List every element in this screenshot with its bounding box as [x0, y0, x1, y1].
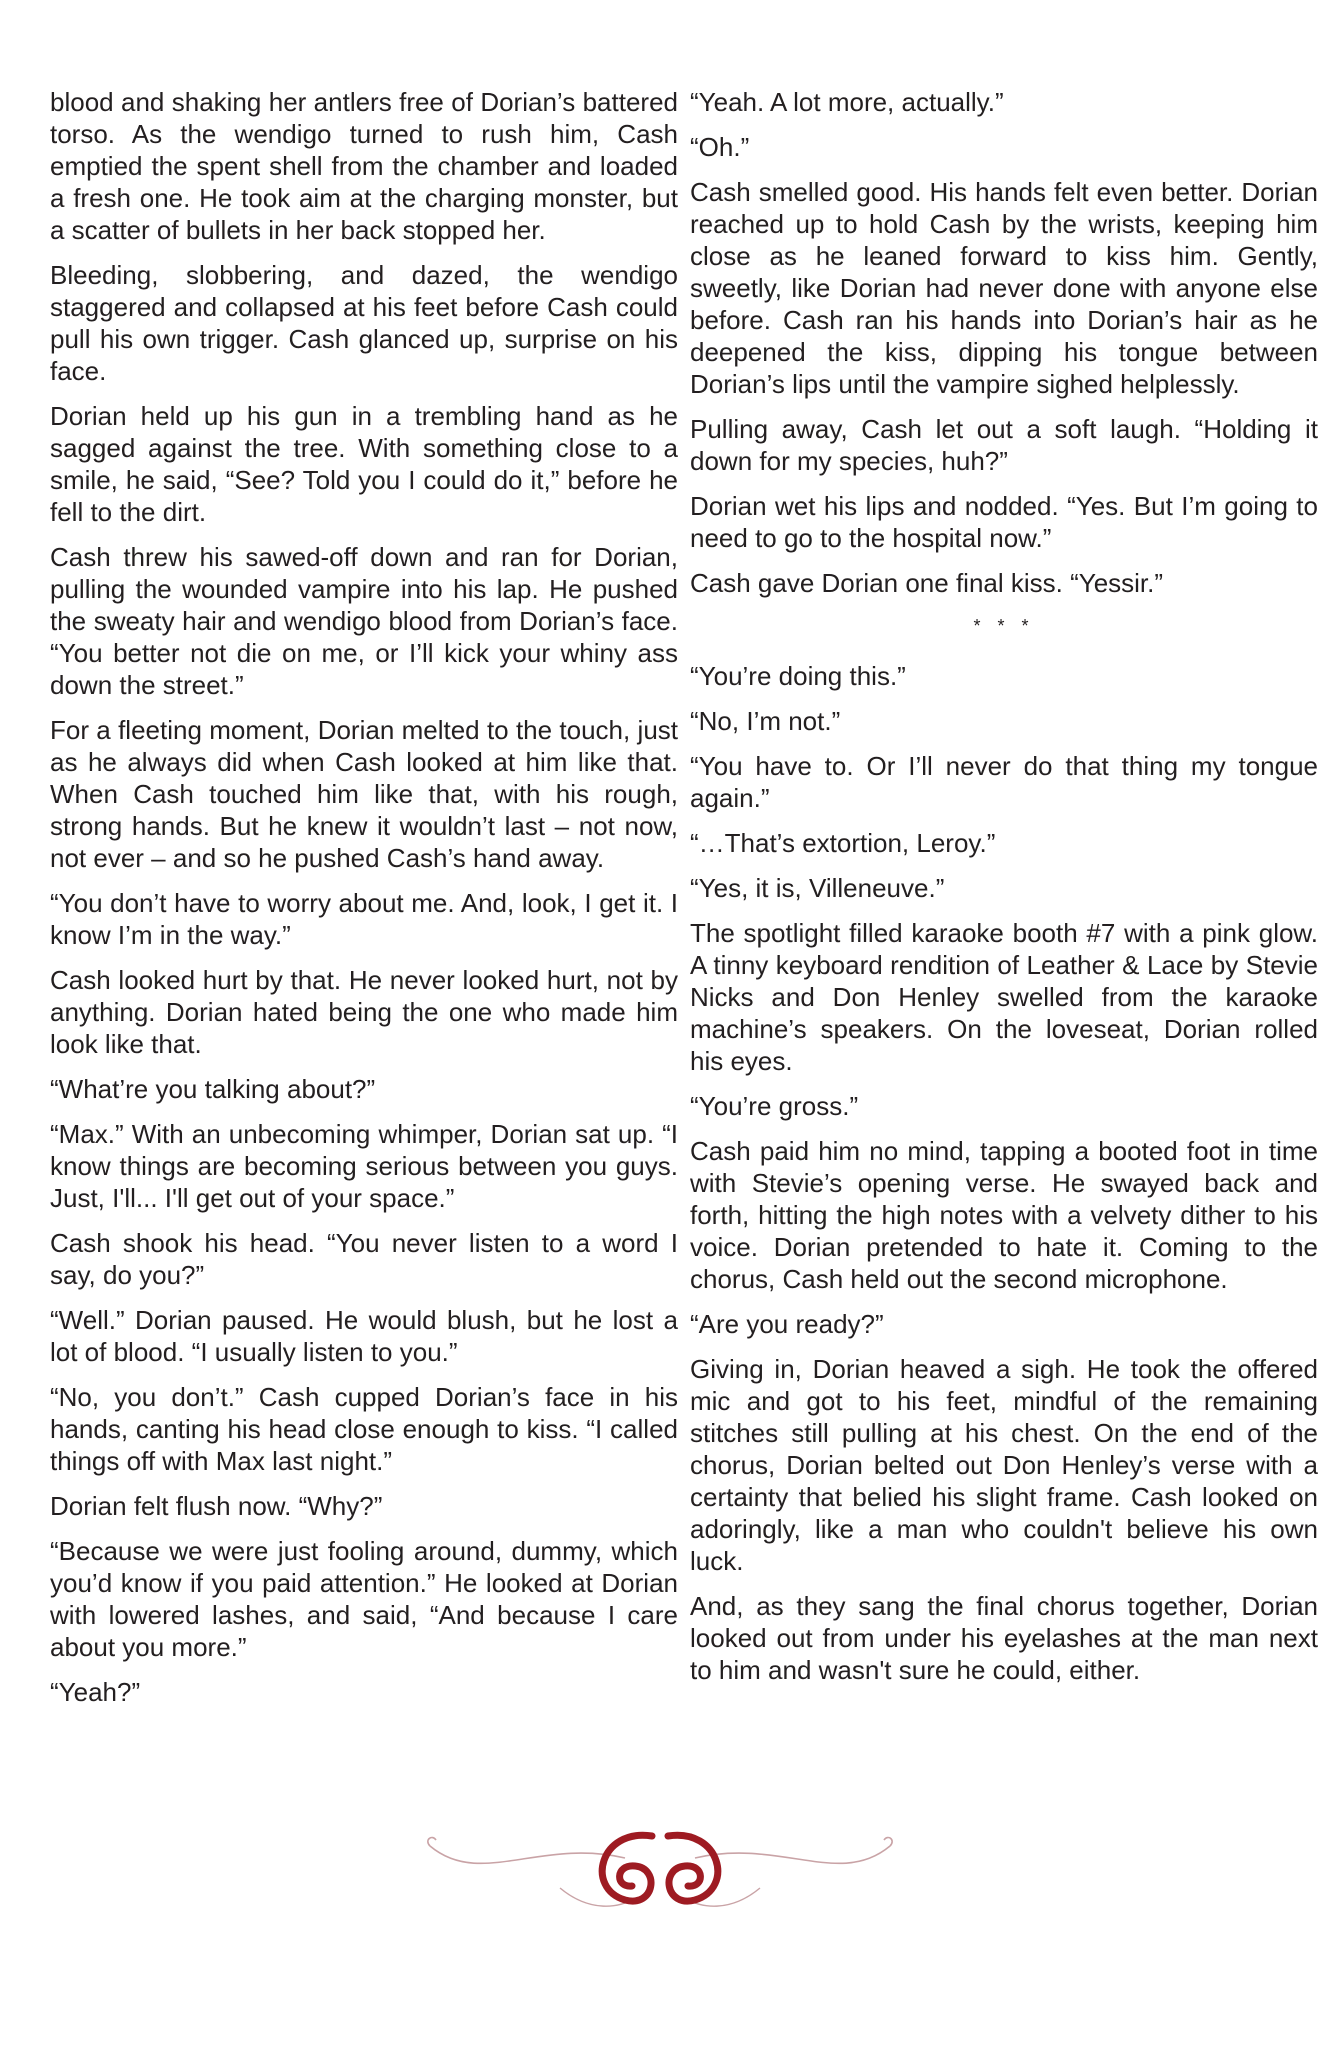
- paragraph: “Oh.”: [690, 132, 750, 162]
- paragraph: “Yeah. A lot more, actually.”: [690, 87, 1004, 117]
- left-red-scroll: [602, 1835, 652, 1901]
- paragraph: “…That’s extortion, Leroy.”: [690, 828, 996, 858]
- paragraph: “You’re doing this.”: [690, 661, 906, 691]
- paragraph: “Well.” Dorian paused. He would blush, but he lost a lot of blood. “I usually listen to you.”: [50, 1305, 678, 1367]
- paragraph: “You don’t have to worry about me. And, look, I get it. I know I’m in the way.”: [50, 888, 678, 950]
- right-red-scroll: [668, 1835, 718, 1901]
- paragraph: The spotlight filled karaoke booth #7 with a pink glow. A tinny keyboard rendition of Leather & Lace by Stevie Nicks and Don Henley swelled from the karaoke machine’s speakers. On the loveseat, Dorian rolled his eyes.: [690, 918, 1318, 1076]
- paragraph: Dorian felt flush now. “Why?”: [50, 1491, 383, 1521]
- paragraph: Dorian wet his lips and nodded. “Yes. But I’m going to need to go to the hospital now.”: [690, 491, 1318, 553]
- paragraph: Cash shook his head. “You never listen to a word I say, do you?”: [50, 1228, 678, 1290]
- paragraph: Cash gave Dorian one final kiss. “Yessir.”: [690, 568, 1164, 598]
- paragraph: Cash threw his sawed-off down and ran for Dorian, pulling the wounded vampire into his lap. He pushed the sweaty hair and wendigo blood from Dorian’s face. “You better not die on me, or I’ll kick your whiny ass down the street.”: [50, 542, 678, 700]
- left-text-column: [50, 86, 678, 1721]
- paragraph: “No, you don’t.” Cash cupped Dorian’s face in his hands, canting his head close enough to kiss. “I called things off with Max last night.”: [50, 1382, 678, 1476]
- paragraph: Bleeding, slobbering, and dazed, the wendigo staggered and collapsed at his feet before Cash could pull his own trigger. Cash glanced up, surprise on his face.: [50, 260, 678, 386]
- paragraph: “Max.” With an unbecoming whimper, Dorian sat up. “I know things are becoming serious between you guys. Just, I'll... I'll get out of your space.”: [50, 1119, 678, 1213]
- paragraph: “You have to. Or I’ll never do that thing my tongue again.”: [690, 751, 1318, 813]
- paragraph: blood and shaking her antlers free of Dorian’s battered torso. As the wendigo turned to rush him, Cash emptied the spent shell from the chamber and loaded a fresh one. He took aim at the charging monster, but a scatter of bullets in her back stopped her.: [50, 87, 678, 245]
- right-text-column: [690, 86, 1318, 1699]
- paragraph: Pulling away, Cash let out a soft laugh. “Holding it down for my species, huh?”: [690, 414, 1318, 476]
- paragraph: Dorian held up his gun in a trembling hand as he sagged against the tree. With something close to a smile, he said, “See? Told you I could do it,” before he fell to the dirt.: [50, 401, 678, 527]
- right-swash-line: [695, 1846, 890, 1863]
- left-swash-line: [430, 1846, 625, 1863]
- paragraph: “Yeah?”: [50, 1677, 141, 1707]
- right-swash-curl: [884, 1838, 892, 1846]
- paragraph: “Are you ready?”: [690, 1309, 884, 1339]
- paragraph: Cash paid him no mind, tapping a booted foot in time with Stevie’s opening verse. He swayed back and forth, hitting the high notes with a velvety dither to his voice. Dorian pretended to hate it. Coming to the chorus, Cash held out the second microphone.: [690, 1136, 1318, 1294]
- paragraph: “Yes, it is, Villeneuve.”: [690, 873, 945, 903]
- paragraph: “No, I’m not.”: [690, 706, 841, 736]
- left-swash-curl: [428, 1838, 436, 1846]
- scene-break: * * *: [973, 616, 1035, 636]
- paragraph: And, as they sang the final chorus together, Dorian looked out from under his eyelashes at the man next to him and wasn't sure he could, either.: [690, 1591, 1318, 1685]
- paragraph: “Because we were just fooling around, dummy, which you’d know if you paid attention.” He looked at Dorian with lowered lashes, and said, “And because I care about you more.”: [50, 1536, 678, 1662]
- paragraph: “What’re you talking about?”: [50, 1074, 376, 1104]
- scroll-flourish-ornament-icon: [420, 1818, 900, 1928]
- paragraph: For a fleeting moment, Dorian melted to the touch, just as he always did when Cash looked at him like that. When Cash touched him like that, with his rough, strong hands. But he knew it wouldn’t last – not now, not ever – and so he pushed Cash’s hand away.: [50, 715, 678, 873]
- paragraph: “You’re gross.”: [690, 1091, 859, 1121]
- paragraph: Cash smelled good. His hands felt even better. Dorian reached up to hold Cash by the wrists, keeping him close as he leaned forward to kiss him. Gently, sweetly, like Dorian had never done with anyone else before. Cash ran his hands into Dorian’s hair as he deepened the kiss, dipping his tongue between Dorian’s lips until the vampire sighed helplessly.: [690, 177, 1318, 399]
- paragraph: Cash looked hurt by that. He never looked hurt, not by anything. Dorian hated being the one who made him look like that.: [50, 965, 678, 1059]
- paragraph: Giving in, Dorian heaved a sigh. He took the offered mic and got to his feet, mindful of the remaining stitches still pulling at his chest. On the end of the chorus, Dorian belted out Don Henley’s verse with a certainty that belied his slight frame. Cash looked on adoringly, like a man who couldn't believe his own luck.: [690, 1354, 1318, 1576]
